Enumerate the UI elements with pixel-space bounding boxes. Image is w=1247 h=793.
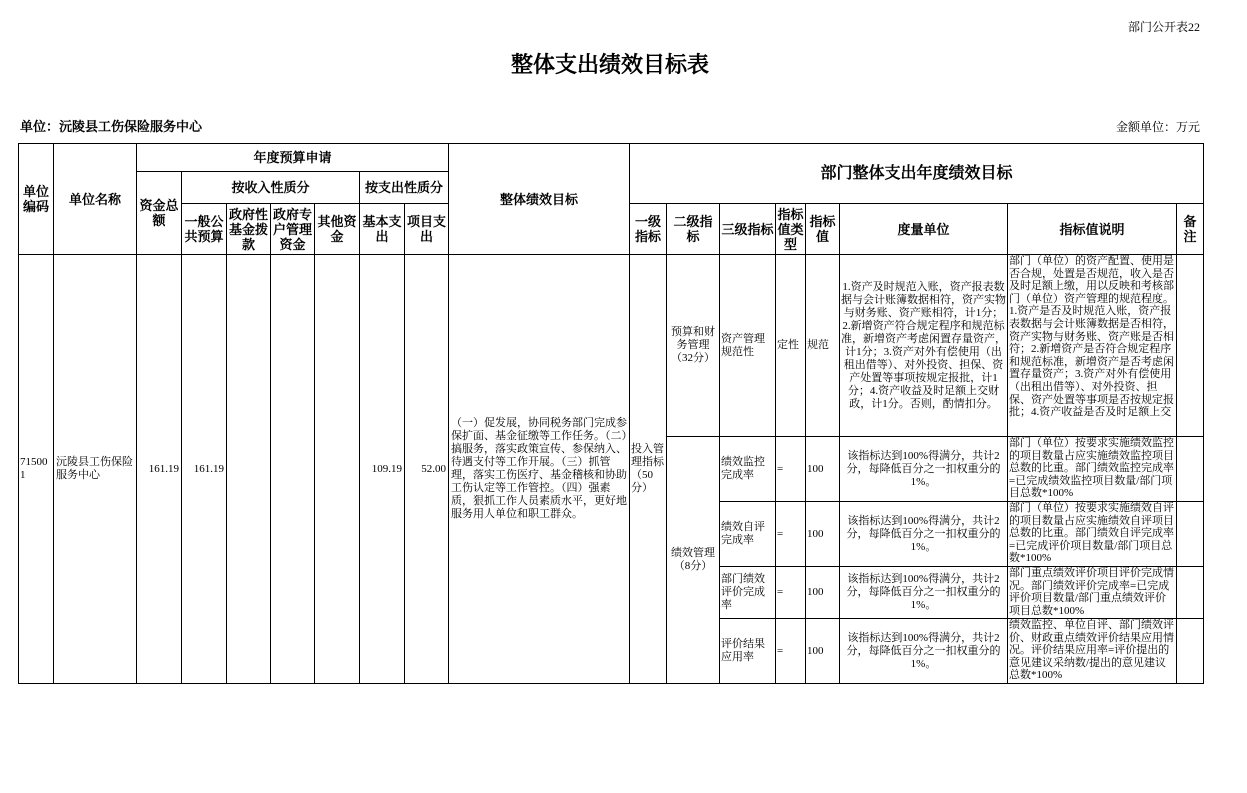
header-special-account: 政府专户管理资金 [271,204,314,254]
indicator-measure: 该指标达到100%得满分，共计2分，每降低百分之一扣权重分的1%。 [840,437,1007,501]
header-by-income: 按收入性质分 [182,172,359,203]
amount-unit: 金额单位：万元 [1115,120,1200,134]
cell-gov-fund [227,255,270,683]
header-level3: 三级指标 [720,204,775,254]
cell-total-funds: 161.19 [137,255,181,683]
indicator-remark [1177,619,1203,683]
indicator-value: 100 [806,619,839,683]
indicator-desc: 部门重点绩效评价项目评价完成情况。部门绩效评价完成率=已完成评价项目数量/部门重点绩效评价项目总数*100% [1009,567,1174,617]
header-value: 指标值 [806,204,839,254]
cell-basic-expense: 109.19 [360,255,404,683]
indicator-level3: 绩效监控完成率 [720,437,775,501]
cell-special-account [271,255,314,683]
indicator-remark [1177,502,1203,566]
cell-general-budget: 161.19 [182,255,226,683]
indicator-desc: 部门（单位）的资产配置、使用是否合规，处置是否规范，收入是否及时足额上缴，用以反映和考核部门（单位）资产管理的规范程度。1.资产是否及时规范入账，资产报表数据与会计账簿数据是否相符，资产实物与财务账、资产账是否相符；2.新增资产是否符合规定程序和规范标准，新增资产是否考虑闲置存量资产；3.资产对外有偿使用（出租出借等）、对外投资、担保、资产处置等事项是否按规定报批；4.资产收益是否及时足额上交 [1008,255,1176,436]
cell-other-funds [315,255,359,683]
header-overall-goal: 整体绩效目标 [449,144,629,254]
cell-level2-performance: 绩效管理（8分） [667,437,719,683]
indicator-remark [1177,567,1203,618]
cell-unit-code: 715001 [19,255,53,683]
indicator-value: 100 [806,437,839,501]
indicator-measure: 1.资产及时规范入账，资产报表数据与会计账簿数据相符，资产实物与财务账、资产账相符，计1分；2.新增资产符合规定程序和规范标准，新增资产考虑闲置存量资产，计1分；3.资产对外有偿使用（出租出借等）、对外投资、担保、资产处置等事项按规定报批，计1分；4.资产收益及时足额上交财政，计1分。否则，酌情扣分。 [840,255,1007,436]
indicator-remark [1177,437,1203,501]
indicator-value-type: 定性 [776,255,805,436]
indicator-measure: 该指标达到100%得满分，共计2分，每降低百分之一扣权重分的1%。 [840,502,1007,566]
indicator-value-type: = [776,502,805,566]
indicator-level3: 资产管理规范性 [720,255,775,436]
indicator-desc: 部门（单位）按要求实施绩效监控的项目数量占应实施绩效监控项目总数的比重。部门绩效监控完成率=已完成绩效监控项目数量/部门项目总数*100% [1009,437,1174,500]
header-level2: 二级指标 [667,204,719,254]
indicator-value-type: = [776,567,805,618]
header-measure: 度量单位 [840,204,1007,254]
indicator-level3: 评价结果应用率 [720,619,775,683]
cell-level2-budget-finance: 预算和财务管理（32分） [667,255,719,436]
indicator-value: 规范 [806,255,839,436]
header-other-funds: 其他资金 [315,204,359,254]
header-level1: 一级指标 [630,204,666,254]
header-value-type: 指标值类型 [776,204,805,254]
indicator-value: 100 [806,567,839,618]
unit-label: 单位：沅陵县工伤保险服务中心 [20,119,203,134]
indicator-desc: 绩效监控、单位自评、部门绩效评价、财政重点绩效评价结果应用情况。评价结果应用率=评价提出的意见建议采纳数/提出的意见建议总数*100% [1009,619,1174,682]
cell-overall-goal: （一）促发展，协同税务部门完成参保扩面、基金征缴等工作任务。（二）搞服务，落实政策宣传、参保纳入、待遇支付等工作开展。（三）抓管理，落实工伤医疗、基金稽核和协助工伤认定等工作管控。（四）强素质，狠抓工作人员素质水平，更好地服务用人单位和职工群众。 [449,255,629,683]
page-title: 整体支出绩效目标表 [510,52,709,77]
indicator-value: 100 [806,502,839,566]
header-gov-fund: 政府性基金拨款 [227,204,270,254]
header-dept-goal: 部门整体支出年度绩效目标 [630,144,1203,203]
indicator-level3: 绩效自评完成率 [720,502,775,566]
cell-level1: 投入管理指标（50分） [630,255,666,683]
header-remark: 备注 [1177,204,1203,254]
indicator-desc: 部门（单位）按要求实施绩效自评的项目数量占应实施绩效自评项目总数的比重。部门绩效自评完成率=已完成评价项目数量/部门项目总数*100% [1009,502,1174,565]
header-annual-budget: 年度预算申请 [137,144,448,171]
header-general-budget: 一般公共预算 [182,204,226,254]
indicator-value-type: = [776,437,805,501]
header-value-desc: 指标值说明 [1008,204,1176,254]
header-unit-code: 单位编码 [19,144,53,254]
indicator-value-type: = [776,619,805,683]
performance-table [18,143,1204,684]
cell-project-expense: 52.00 [405,255,448,683]
header-by-expense: 按支出性质分 [360,172,448,203]
form-number: 部门公开表22 [1127,20,1200,34]
cell-unit-name: 沅陵县工伤保险服务中心 [54,255,136,683]
header-unit-name: 单位名称 [54,144,136,254]
header-total-funds: 资金总额 [137,172,181,254]
indicator-level3: 部门绩效评价完成率 [720,567,775,618]
indicator-measure: 该指标达到100%得满分，共计2分，每降低百分之一扣权重分的1%。 [840,567,1007,618]
header-project-expense: 项目支出 [405,204,448,254]
indicator-remark [1177,255,1203,436]
header-basic-expense: 基本支出 [360,204,404,254]
indicator-measure: 该指标达到100%得满分，共计2分，每降低百分之一扣权重分的1%。 [840,619,1007,683]
